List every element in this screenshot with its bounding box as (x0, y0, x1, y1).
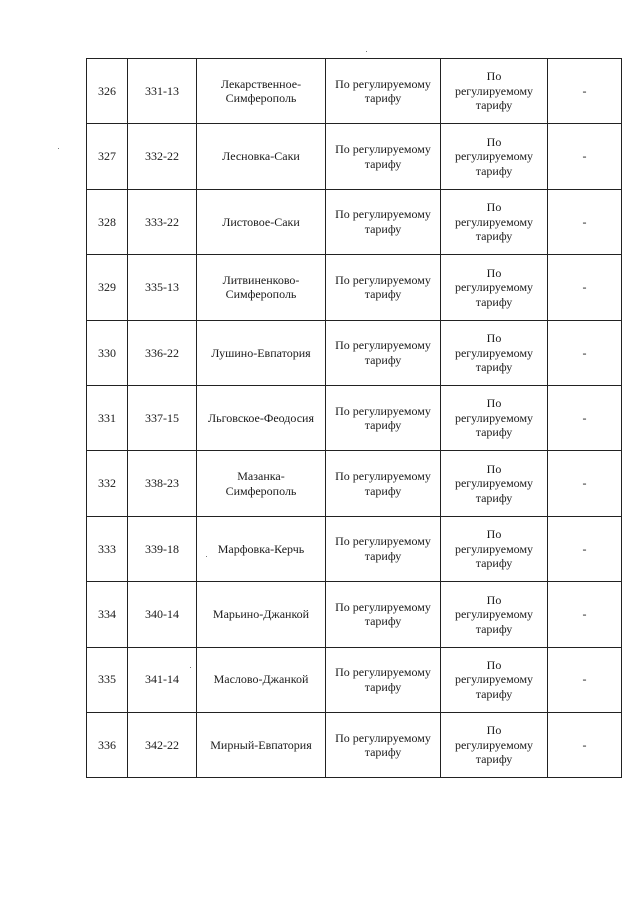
route-name (197, 320, 326, 385)
fare-type-b-line: тарифу (475, 621, 513, 636)
fare-type-b-line: По (486, 200, 502, 215)
route-name-line: Литвиненково- (222, 272, 300, 287)
fare-type-b (441, 712, 548, 777)
row-number: 331 (87, 385, 128, 450)
fare-type-b (441, 647, 548, 712)
route-code: 340-14 (128, 582, 197, 647)
fare-type-b-line: регулируемому (454, 214, 534, 229)
table-row (87, 59, 622, 124)
fare-type-b-line: По (486, 723, 502, 738)
fare-type-a (326, 255, 441, 320)
row-number: 330 (87, 320, 128, 385)
route-name (197, 385, 326, 450)
fare-type-b-line: тарифу (475, 752, 513, 767)
fare-type-b-line: регулируемому (454, 672, 534, 687)
fare-type-a-line: тарифу (364, 352, 402, 367)
fare-type-a-line: тарифу (364, 679, 402, 694)
fare-type-a-line: По регулируемому (335, 730, 431, 745)
fare-type-a (326, 582, 441, 647)
fare-type-b (441, 582, 548, 647)
table-row (87, 320, 622, 385)
fare-type-a-line: тарифу (364, 483, 402, 498)
fare-type-b-line: По (486, 592, 502, 607)
fare-type-b (441, 320, 548, 385)
route-name (197, 124, 326, 189)
table-row (87, 189, 622, 254)
routes-table (86, 58, 622, 778)
fare-type-b-line: тарифу (475, 163, 513, 178)
route-name (197, 59, 326, 124)
fare-type-a-line: По регулируемому (335, 272, 431, 287)
fare-type-a-line: тарифу (364, 548, 402, 563)
extra-value: - (548, 320, 622, 385)
scan-speck (366, 51, 367, 52)
fare-type-b-line: регулируемому (454, 149, 534, 164)
route-code: 336-22 (128, 320, 197, 385)
table-row (87, 647, 622, 712)
fare-type-a-line: По регулируемому (335, 207, 431, 222)
fare-type-a (326, 189, 441, 254)
fare-type-b-line: По (486, 134, 502, 149)
route-name-line: Марфовка-Керчь (217, 541, 305, 556)
table-row (87, 124, 622, 189)
fare-type-a-line: По регулируемому (335, 665, 431, 680)
fare-type-a-line: По регулируемому (335, 142, 431, 157)
extra-value: - (548, 451, 622, 516)
fare-type-a-line: тарифу (364, 287, 402, 302)
fare-type-a-line: тарифу (364, 418, 402, 433)
fare-type-b (441, 451, 548, 516)
fare-type-b-line: тарифу (475, 686, 513, 701)
fare-type-b-line: регулируемому (454, 83, 534, 98)
fare-type-b-line: тарифу (475, 229, 513, 244)
extra-value: - (548, 59, 622, 124)
fare-type-a (326, 712, 441, 777)
route-name (197, 516, 326, 581)
fare-type-b (441, 59, 548, 124)
route-name-line: Симферополь (225, 91, 297, 106)
fare-type-a-line: По регулируемому (335, 599, 431, 614)
fare-type-b-line: По (486, 461, 502, 476)
extra-value: - (548, 647, 622, 712)
route-name-line: Марьино-Джанкой (212, 607, 310, 622)
fare-type-a-line: По регулируемому (335, 338, 431, 353)
row-number: 332 (87, 451, 128, 516)
fare-type-a (326, 59, 441, 124)
route-code: 338-23 (128, 451, 197, 516)
fare-type-b-line: тарифу (475, 98, 513, 113)
route-name-line: Симферополь (225, 483, 297, 498)
fare-type-b (441, 189, 548, 254)
route-name-line: Мазанка- (237, 469, 285, 484)
fare-type-a (326, 647, 441, 712)
route-name (197, 255, 326, 320)
scan-speck (58, 148, 59, 149)
route-code: 337-15 (128, 385, 197, 450)
fare-type-b-line: По (486, 331, 502, 345)
route-name (197, 189, 326, 254)
fare-type-b-line: регулируемому (454, 280, 534, 295)
fare-type-a (326, 451, 441, 516)
extra-value: - (548, 516, 622, 581)
fare-type-b-line: тарифу (475, 556, 513, 571)
fare-type-b-line: По (486, 396, 502, 411)
extra-value: - (548, 712, 622, 777)
fare-type-a-line: тарифу (364, 614, 402, 629)
scan-speck (206, 556, 207, 557)
route-name-line: Маслово-Джанкой (213, 672, 309, 687)
scan-speck (190, 667, 191, 668)
row-number: 335 (87, 647, 128, 712)
fare-type-a-line: По регулируемому (335, 76, 431, 91)
route-name-line: Лушино-Евпатория (211, 345, 311, 360)
table-row (87, 582, 622, 647)
route-name (197, 451, 326, 516)
fare-type-a-line: тарифу (364, 91, 402, 106)
fare-type-b-line: регулируемому (454, 541, 534, 556)
extra-value: - (548, 124, 622, 189)
fare-type-b-line: регулируемому (454, 737, 534, 752)
fare-type-b-line: регулируемому (454, 345, 534, 360)
row-number: 328 (87, 189, 128, 254)
fare-type-b-line: тарифу (475, 425, 513, 440)
fare-type-b-line: регулируемому (454, 410, 534, 425)
table-row (87, 255, 622, 320)
route-name-line: Мирный-Евпатория (210, 737, 312, 752)
fare-type-a-line: тарифу (364, 745, 402, 760)
fare-type-a-line: По регулируемому (335, 534, 431, 549)
fare-type-a-line: тарифу (364, 156, 402, 171)
row-number: 336 (87, 712, 128, 777)
fare-type-b-line: По (486, 657, 502, 672)
fare-type-b-line: По (486, 69, 502, 84)
row-number: 326 (87, 59, 128, 124)
route-name (197, 647, 326, 712)
fare-type-b-line: регулируемому (454, 476, 534, 491)
route-code: 331-13 (128, 59, 197, 124)
fare-type-b-line: По (486, 265, 502, 280)
fare-type-b-line: тарифу (475, 490, 513, 505)
table-row (87, 451, 622, 516)
row-number: 334 (87, 582, 128, 647)
route-name (197, 582, 326, 647)
row-number: 329 (87, 255, 128, 320)
fare-type-a-line: По регулируемому (335, 403, 431, 418)
fare-type-a (326, 516, 441, 581)
row-number: 327 (87, 124, 128, 189)
route-name (197, 712, 326, 777)
route-code: 339-18 (128, 516, 197, 581)
fare-type-a-line: По регулируемому (335, 469, 431, 484)
fare-type-b-line: По (486, 527, 502, 542)
routes-table-body (87, 59, 622, 778)
table-row (87, 385, 622, 450)
extra-value: - (548, 582, 622, 647)
fare-type-b-line: регулируемому (454, 607, 534, 622)
route-code: 342-22 (128, 712, 197, 777)
fare-type-b (441, 385, 548, 450)
fare-type-a (326, 385, 441, 450)
extra-value: - (548, 255, 622, 320)
route-code: 333-22 (128, 189, 197, 254)
row-number: 333 (87, 516, 128, 581)
fare-type-a (326, 124, 441, 189)
fare-type-b (441, 516, 548, 581)
route-code: 335-13 (128, 255, 197, 320)
route-code: 341-14 (128, 647, 197, 712)
fare-type-b (441, 255, 548, 320)
table-row (87, 516, 622, 581)
fare-type-b (441, 124, 548, 189)
extra-value: - (548, 189, 622, 254)
route-name-line: Лекарственное- (220, 76, 302, 91)
fare-type-a-line: тарифу (364, 221, 402, 236)
fare-type-b-line: тарифу (475, 360, 513, 374)
fare-type-a (326, 320, 441, 385)
route-name-line: Лесновка-Саки (222, 149, 300, 164)
extra-value: - (548, 385, 622, 450)
table-row (87, 712, 622, 777)
route-name-line: Листовое-Саки (222, 214, 300, 229)
fare-type-b-line: тарифу (475, 294, 513, 309)
route-code: 332-22 (128, 124, 197, 189)
route-name-line: Симферополь (225, 287, 297, 302)
route-name-line: Льговское-Феодосия (208, 410, 314, 425)
